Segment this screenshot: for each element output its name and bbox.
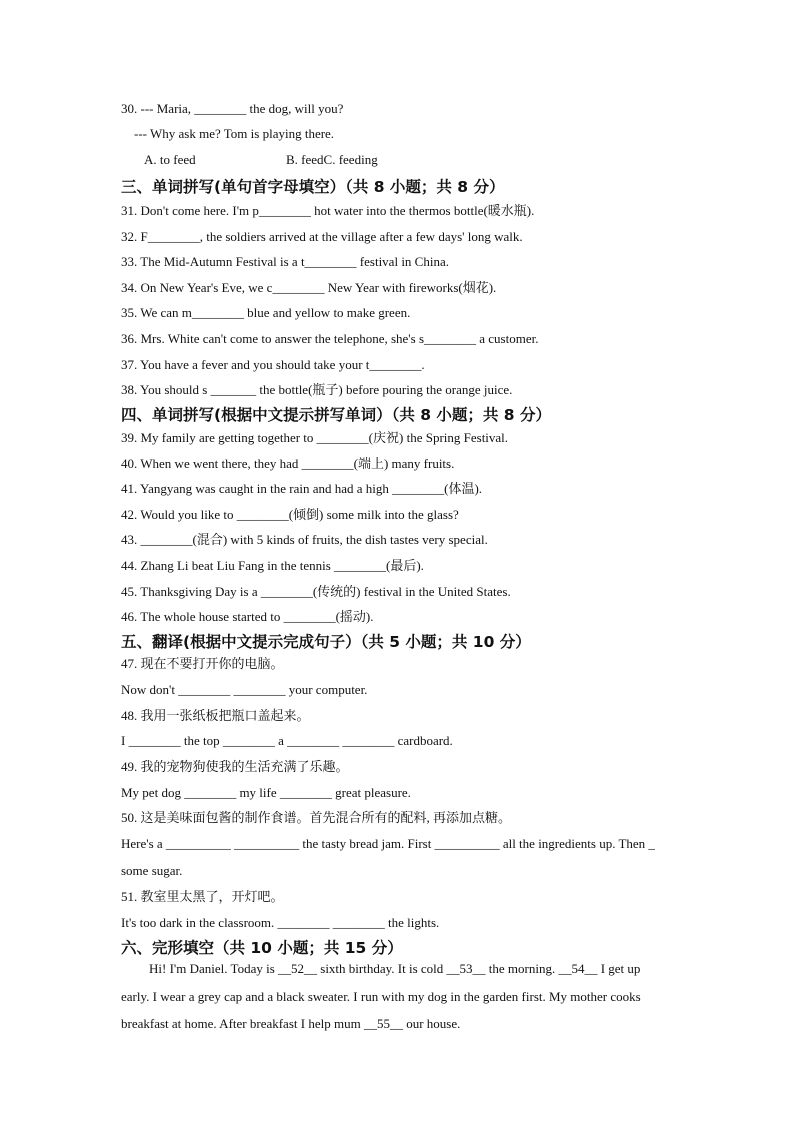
section-6-heading: 六、完形填空（共 10 小题；共 15 分） xyxy=(121,939,403,957)
question-30-stem: 30. --- Maria, ________ the dog, will you? xyxy=(121,101,344,116)
question-49-english: My pet dog ________ my life ________ great pleasure. xyxy=(121,785,411,800)
question-49-chinese: 49. 我的宠物狗使我的生活充满了乐趣。 xyxy=(121,759,349,774)
question-43: 43. ________(混合) with 5 kinds of fruits, the dish tastes very special. xyxy=(121,532,488,547)
section-4-heading: 四、单词拼写(根据中文提示拼写单词）（共 8 小题；共 8 分） xyxy=(121,406,551,424)
cloze-passage-line-3: breakfast at home. After breakfast I help mum __55__ our house. xyxy=(121,1016,461,1031)
question-38: 38. You should s _______ the bottle(瓶子) before pouring the orange juice. xyxy=(121,382,513,397)
question-47-english: Now don't ________ ________ your computer. xyxy=(121,682,368,697)
question-30-reply: --- Why ask me? Tom is playing there. xyxy=(134,126,335,141)
cloze-passage-line-2: early. I wear a grey cap and a black sweater. I run with my dog in the garden first. My mother cooks xyxy=(121,989,641,1004)
question-37: 37. You have a fever and you should take your t________. xyxy=(121,357,425,372)
question-31: 31. Don't come here. I'm p________ hot water into the thermos bottle(暖水瓶). xyxy=(121,203,535,218)
cloze-passage-line-1: Hi! I'm Daniel. Today is __52__ sixth birthday. It is cold __53__ the morning. __54__ I get up xyxy=(149,961,641,976)
question-51-chinese: 51. 教室里太黑了，开灯吧。 xyxy=(121,889,284,904)
question-41: 41. Yangyang was caught in the rain and had a high ________(体温). xyxy=(121,481,483,496)
question-50-english-cont: some sugar. xyxy=(121,863,183,878)
question-44: 44. Zhang Li beat Liu Fang in the tennis ________(最后). xyxy=(121,558,424,573)
question-36: 36. Mrs. White can't come to answer the telephone, she's s________ a customer. xyxy=(121,331,539,346)
question-34: 34. On New Year's Eve, we c________ New Year with fireworks(烟花). xyxy=(121,280,497,295)
question-48-chinese: 48. 我用一张纸板把瓶口盖起来。 xyxy=(121,708,310,723)
question-42: 42. Would you like to ________(倾倒) some milk into the glass? xyxy=(121,507,459,522)
question-50-english: Here's a __________ __________ the tasty bread jam. First __________ all the ingredients up. Then _ xyxy=(121,836,655,851)
question-50-chinese: 50. 这是美味面包酱的制作食谱。首先混合所有的配料, 再添加点糖。 xyxy=(121,810,512,825)
option-b-c: B. feedC. feeding xyxy=(286,152,378,167)
question-46: 46. The whole house started to ________(摇动). xyxy=(121,609,374,624)
question-51-english: It's too dark in the classroom. ________ ________ the lights. xyxy=(121,915,440,930)
question-39: 39. My family are getting together to ________(庆祝) the Spring Festival. xyxy=(121,430,509,445)
question-45: 45. Thanksgiving Day is a ________(传统的) festival in the United States. xyxy=(121,584,511,599)
section-5-heading: 五、翻译(根据中文提示完成句子）（共 5 小题；共 10 分） xyxy=(121,633,531,651)
question-40: 40. When we went there, they had ________(端上) many fruits. xyxy=(121,456,455,471)
question-33: 33. The Mid-Autumn Festival is a t________ festival in China. xyxy=(121,254,449,269)
option-a: A. to feed xyxy=(144,152,196,167)
question-47-chinese: 47. 现在不要打开你的电脑。 xyxy=(121,656,284,671)
question-35: 35. We can m________ blue and yellow to make green. xyxy=(121,305,411,320)
question-32: 32. F________, the soldiers arrived at the village after a few days' long walk. xyxy=(121,229,523,244)
section-3-heading: 三、单词拼写(单句首字母填空）（共 8 小题；共 8 分） xyxy=(121,178,505,196)
question-48-english: I ________ the top ________ a ________ ________ cardboard. xyxy=(121,733,453,748)
